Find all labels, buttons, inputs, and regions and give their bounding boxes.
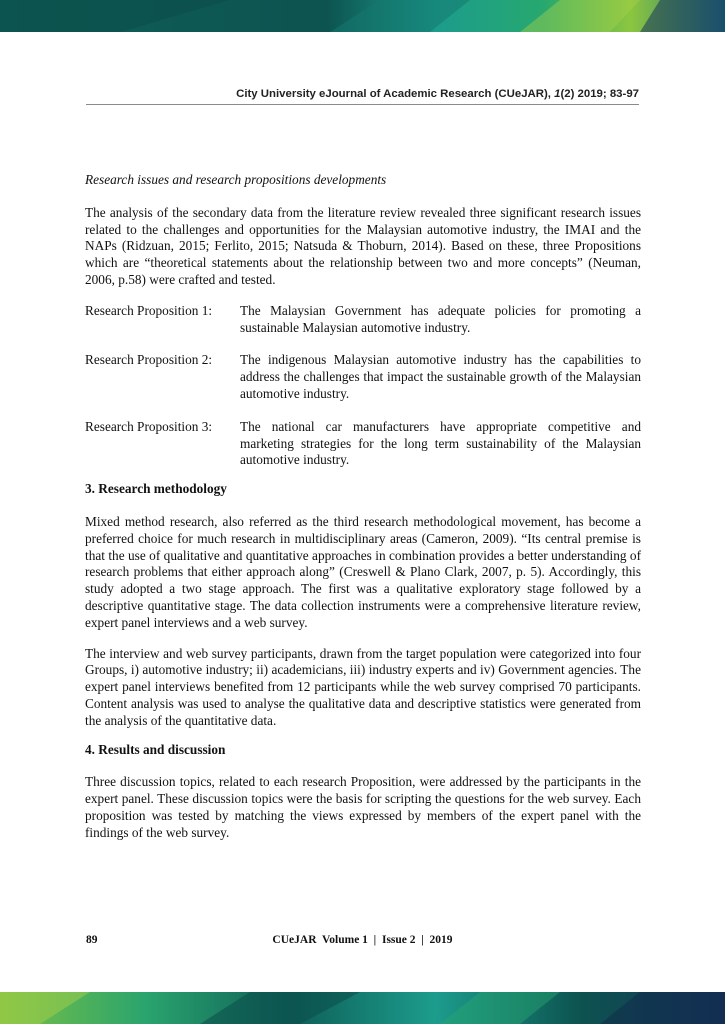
paragraph-mixed-method: Mixed method research, also referred as the third research methodological movement, has become a preferred choice for much research in multidisciplinary areas (Cameron, 2009). “Its central premise is that the use of qualitative and quantitative approaches in combination provides a better understanding of research problems that either approach along” (Creswell & Plano Clark, 2007, p. 5). Accordingly, this study adopted a two stage approach. The first was a qualitative exploratory stage followed by a descriptive quantitative stage. The data collection instruments were a comprehensive literature review, expert panel interviews and a web survey.	[85, 513, 641, 630]
research-proposition-1	[85, 303, 641, 337]
paragraph-participants: The interview and web survey participants, drawn from the target population were categorized into four Groups, i) automotive industry; ii) academicians, iii) industry experts and iv) Government agencies. The expert panel interviews benefited from 12 participants while the web survey comprised 70 participants. Content analysis was used to analyse the qualitative data and descriptive statistics were generated from the analysis of the quantitative data.	[85, 645, 641, 728]
page-number: 89	[86, 934, 98, 946]
page-body	[85, 172, 641, 856]
header-issue-pages: (2) 2019; 83-97	[560, 88, 639, 100]
proposition-text: The indigenous Malaysian automotive industry has the capabilities to address the challenges that impact the sustainable growth of the Malaysian automotive industry.	[240, 352, 641, 401]
proposition-label: Research Proposition 2:	[85, 352, 213, 368]
proposition-text: The national car manufacturers have appropriate competitive and marketing strategies for the long term sustainability of the Malaysian automotive industry.	[240, 418, 641, 468]
top-decorative-band	[0, 0, 725, 32]
paragraph-discussion-topics: Three discussion topics, related to each research Proposition, were addressed by the participants in the expert panel. These discussion topics were the basis for scripting the questions for the web survey. Each proposition was tested by matching the views expressed by members of the expert panel with the findings of the web survey.	[85, 774, 641, 840]
header-divider	[86, 104, 639, 105]
proposition-label: Research Proposition 1:	[85, 302, 213, 318]
paragraph-research-issues: The analysis of the secondary data from the literature review revealed three significant research issues related to the challenges and opportunities for the Malaysian automotive industry, the IMAI and the NAPs (Ridzuan, 2015; Ferlito, 2015; Natsuda & Thoburn, 2014). Based on these, three Propositions which are “theoretical statements about the relationship between two and more concepts” (Neuman, 2006, p.58) were crafted and tested.	[85, 204, 641, 287]
running-header	[236, 88, 639, 100]
proposition-label: Research Proposition 3:	[85, 418, 213, 434]
subsection-heading: Research issues and research propositions developments	[85, 172, 387, 187]
section-heading-methodology: 3. Research methodology	[85, 481, 227, 497]
proposition-text: The Malaysian Government has adequate policies for promoting a sustainable Malaysian automotive industry.	[240, 302, 641, 335]
research-proposition-2	[85, 352, 641, 402]
header-journal-name: City University eJournal of Academic Research (CUeJAR),	[236, 88, 555, 100]
section-heading-results: 4. Results and discussion	[85, 741, 226, 757]
research-proposition-3	[85, 419, 641, 469]
bottom-decorative-band	[0, 992, 725, 1024]
footer-journal-info: CUeJAR Volume 1 | Issue 2 | 2019	[272, 934, 453, 946]
header-volume: 1	[554, 88, 561, 100]
